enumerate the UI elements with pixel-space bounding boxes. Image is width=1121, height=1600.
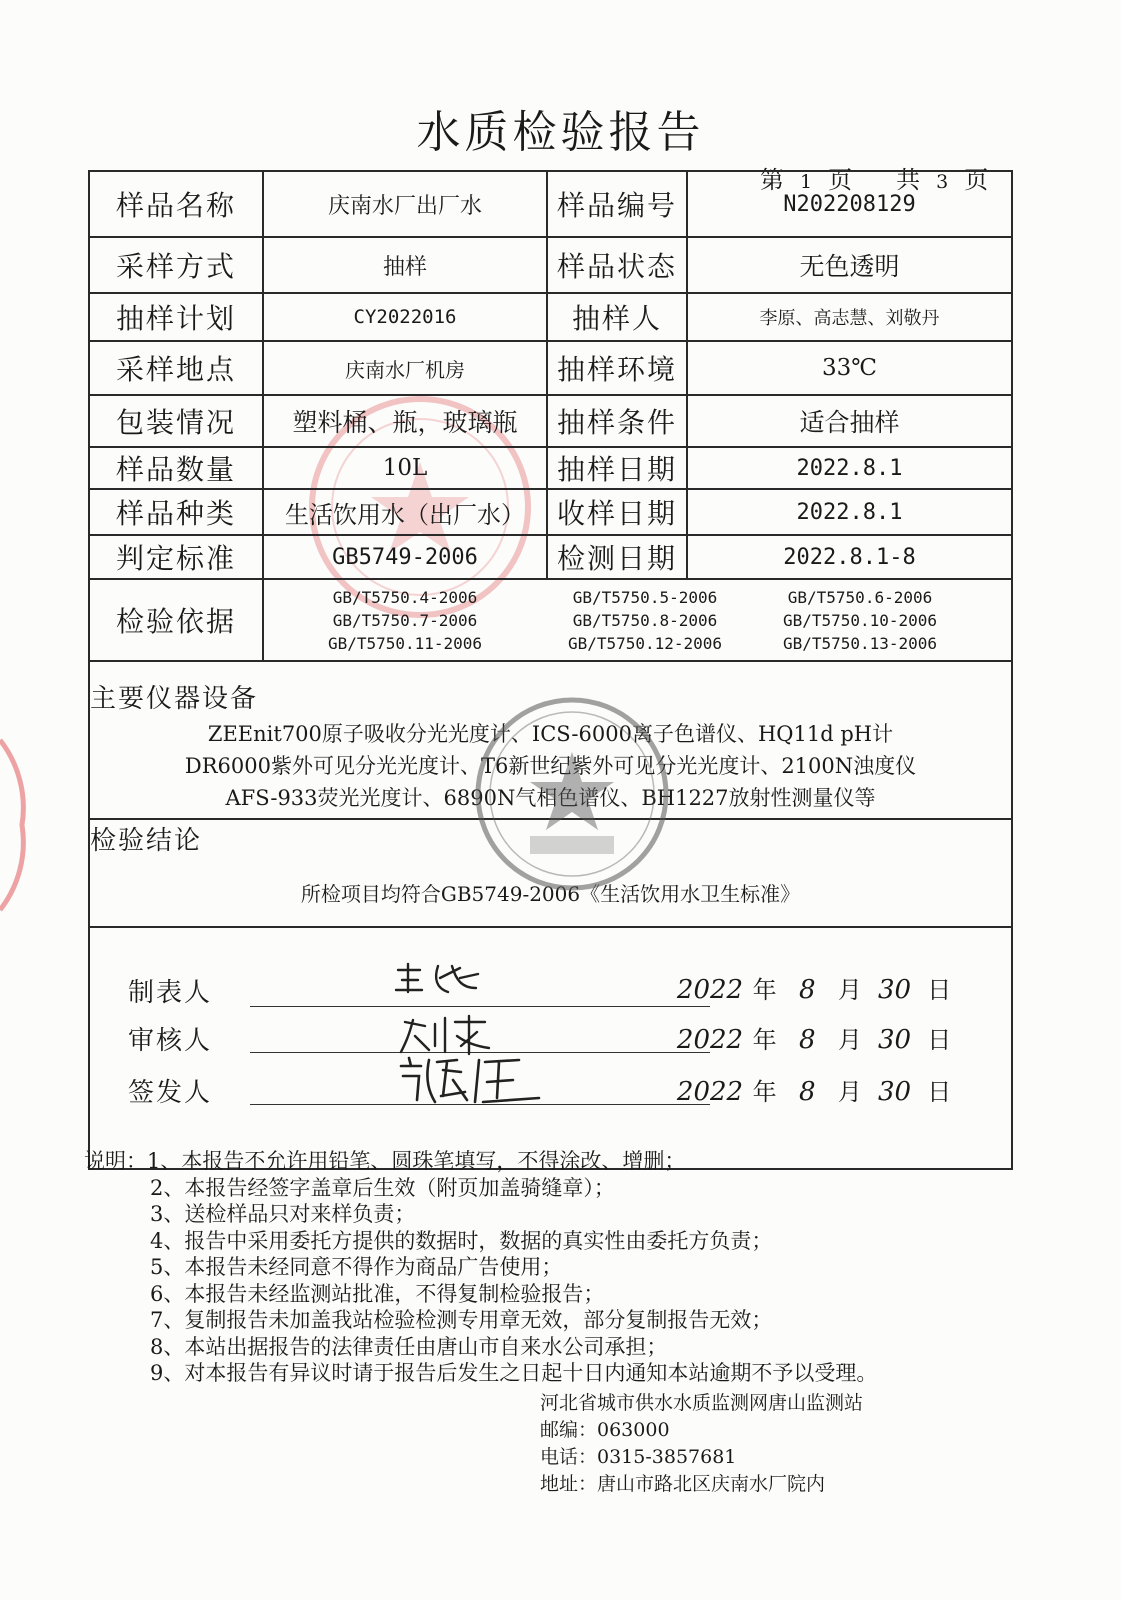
day-issuer: 30 — [878, 1077, 912, 1107]
label-sampler: 抽样人 — [546, 294, 686, 340]
value-sampling-method: 抽样 — [262, 238, 546, 292]
label-sample-no: 样品编号 — [546, 172, 686, 236]
report-title: 水质检验报告 — [416, 107, 705, 158]
basis-item: GB/T5750.12-2006 — [567, 633, 723, 653]
note-item: 2、本报告经签字盖章后生效（附页加盖骑缝章）； — [150, 1175, 615, 1200]
month-issuer: 8 — [799, 1077, 816, 1107]
label-sampling-plan: 抽样计划 — [115, 302, 236, 335]
label-sampling-method: 采样方式 — [115, 250, 236, 283]
row-sampling-location — [90, 342, 1011, 396]
station-info — [540, 1390, 863, 1498]
row-conclusion — [90, 820, 1011, 928]
value-sample-name: 庆南水厂出厂水 — [262, 172, 546, 236]
note-item: 5、本报告未经同意不得作为商品广告使用； — [150, 1255, 563, 1279]
month-preparer: 8 — [799, 975, 816, 1005]
equipment-heading: 主要仪器设备 — [90, 684, 259, 714]
date-issuer — [675, 1072, 951, 1107]
note-item: 说明：1、本报告不允许用铅笔、圆珠笔填写，不得涂改、增删； — [84, 1149, 686, 1173]
label-standard: 判定标准 — [115, 542, 236, 575]
month-reviewer: 8 — [799, 1025, 816, 1055]
page-unit: 页 — [828, 166, 853, 194]
value-standard: GB5749-2006 — [262, 536, 546, 578]
month-unit: 月 — [837, 976, 862, 1004]
day-preparer: 30 — [878, 975, 912, 1005]
day-unit: 日 — [927, 976, 952, 1004]
note-item: 9、对本报告有异议时请于报告后发生之日起十日内通知本站逾期不予以受理。 — [150, 1361, 878, 1385]
note-item: 6、本报告未经监测站批准，不得复制检验报告； — [150, 1281, 605, 1306]
signature-area — [90, 928, 1011, 1170]
total-unit: 页 — [964, 166, 989, 194]
label-preparer: 制表人 — [128, 978, 213, 1008]
equipment-line: DR6000紫外可见分光光度计、T6新世纪紫外可见分光光度计、2100N浊度仪 — [184, 754, 917, 778]
year-unit: 年 — [752, 1026, 777, 1054]
year-preparer: 2022 — [676, 975, 744, 1005]
page-prefix: 第 — [760, 166, 784, 194]
date-reviewer — [675, 1020, 951, 1055]
basis-item: GB/T5750.11-2006 — [327, 633, 483, 653]
station-address: 地址：唐山市路北区庆南水厂院内 — [540, 1473, 826, 1495]
label-sample-name: 样品名称 — [115, 189, 236, 222]
basis-item: GB/T5750.4-2006 — [332, 587, 478, 607]
basis-item: GB/T5750.13-2006 — [782, 633, 938, 653]
label-category: 样品种类 — [115, 497, 236, 530]
equipment-line: ZEEnit700原子吸收分光光度计、ICS-6000离子色谱仪、HQ11d pH计 — [207, 722, 894, 746]
row-sampling-method — [90, 238, 1011, 294]
basis-item: GB/T5750.10-2006 — [782, 610, 938, 630]
value-sampling-location: 庆南水厂机房 — [262, 342, 546, 394]
year-issuer: 2022 — [676, 1077, 744, 1107]
label-sampling-location: 采样地点 — [115, 353, 236, 386]
label-sampling-environment: 抽样环境 — [546, 342, 686, 394]
station-postcode: 邮编：063000 — [540, 1419, 670, 1441]
row-sampling-plan — [90, 294, 1011, 342]
value-packaging: 塑料桶、瓶，玻璃瓶 — [262, 396, 546, 446]
conclusion-heading: 检验结论 — [90, 826, 203, 856]
basis-item: GB/T5750.5-2006 — [572, 587, 718, 607]
note-item: 3、送检样品只对来样负责； — [150, 1202, 416, 1226]
note-item: 7、复制报告未加盖我站检验检测专用章无效，部分复制报告无效； — [150, 1308, 773, 1332]
date-preparer — [675, 970, 951, 1005]
year-reviewer: 2022 — [676, 1025, 744, 1055]
label-packaging: 包装情况 — [115, 406, 236, 439]
label-reviewer: 审核人 — [128, 1026, 213, 1056]
row-basis — [90, 580, 1011, 662]
label-basis: 检验依据 — [115, 605, 236, 638]
label-sampling-condition: 抽样条件 — [546, 396, 686, 446]
row-quantity — [90, 448, 1011, 490]
value-sample-no: N202208129 — [686, 172, 1011, 236]
total-prefix: 共 — [896, 166, 921, 194]
station-phone: 电话：0315-3857681 — [540, 1446, 737, 1468]
conclusion-text: 所检项目均符合GB5749-2006《生活饮用水卫生标准》 — [300, 882, 801, 906]
basis-item: GB/T5750.6-2006 — [787, 587, 933, 607]
value-test-date: 2022.8.1-8 — [686, 536, 1011, 578]
value-quantity: 10L — [262, 448, 546, 488]
page-number: 1 — [800, 171, 813, 193]
day-unit: 日 — [927, 1026, 952, 1054]
report-table — [88, 170, 1013, 1170]
label-receive-date: 收样日期 — [546, 490, 686, 534]
value-category: 生活饮用水（出厂水） — [262, 490, 546, 534]
value-sampler: 李原、高志慧、刘敬丹 — [686, 294, 1011, 340]
label-sampling-date: 抽样日期 — [546, 448, 686, 488]
basis-column-2 — [534, 580, 756, 660]
row-packaging — [90, 396, 1011, 448]
basis-item: GB/T5750.8-2006 — [572, 610, 718, 630]
year-unit: 年 — [752, 976, 777, 1004]
day-reviewer: 30 — [878, 1025, 912, 1055]
row-equipment — [90, 662, 1011, 820]
row-standard — [90, 536, 1011, 580]
equipment-line: AFS-933荧光光度计、6890N气相色谱仪、BH1227放射性测量仪等 — [225, 786, 876, 810]
signature-line-preparer — [250, 1006, 710, 1007]
note-item: 4、报告中采用委托方提供的数据时，数据的真实性由委托方负责； — [150, 1228, 773, 1253]
total-pages: 3 — [936, 171, 949, 193]
edge-seal-stamp — [0, 730, 30, 920]
basis-column-1 — [262, 580, 546, 660]
label-issuer: 签发人 — [128, 1078, 213, 1108]
notes — [84, 1148, 877, 1387]
value-sampling-plan: CY2022016 — [262, 294, 546, 340]
station-name: 河北省城市供水水质监测网唐山监测站 — [540, 1392, 864, 1414]
value-sampling-environment: 33℃ — [686, 342, 1011, 394]
label-sample-state: 样品状态 — [546, 238, 686, 292]
value-receive-date: 2022.8.1 — [686, 490, 1011, 534]
note-item: 8、本站出据报告的法律责任由唐山市自来水公司承担； — [150, 1334, 668, 1359]
day-unit: 日 — [927, 1078, 952, 1106]
year-unit: 年 — [752, 1078, 777, 1106]
label-quantity: 样品数量 — [115, 453, 236, 486]
row-category — [90, 490, 1011, 536]
handwritten-signature-issuer — [395, 1052, 545, 1108]
basis-column-3 — [740, 580, 980, 660]
row-sample-name — [90, 172, 1011, 238]
value-sampling-date: 2022.8.1 — [686, 448, 1011, 488]
basis-item: GB/T5750.7-2006 — [332, 610, 478, 630]
label-test-date: 检测日期 — [546, 536, 686, 578]
handwritten-signature-preparer — [390, 958, 490, 998]
value-sample-state: 无色透明 — [686, 238, 1011, 292]
month-unit: 月 — [837, 1026, 862, 1054]
value-sampling-condition: 适合抽样 — [686, 396, 1011, 446]
month-unit: 月 — [837, 1078, 862, 1106]
